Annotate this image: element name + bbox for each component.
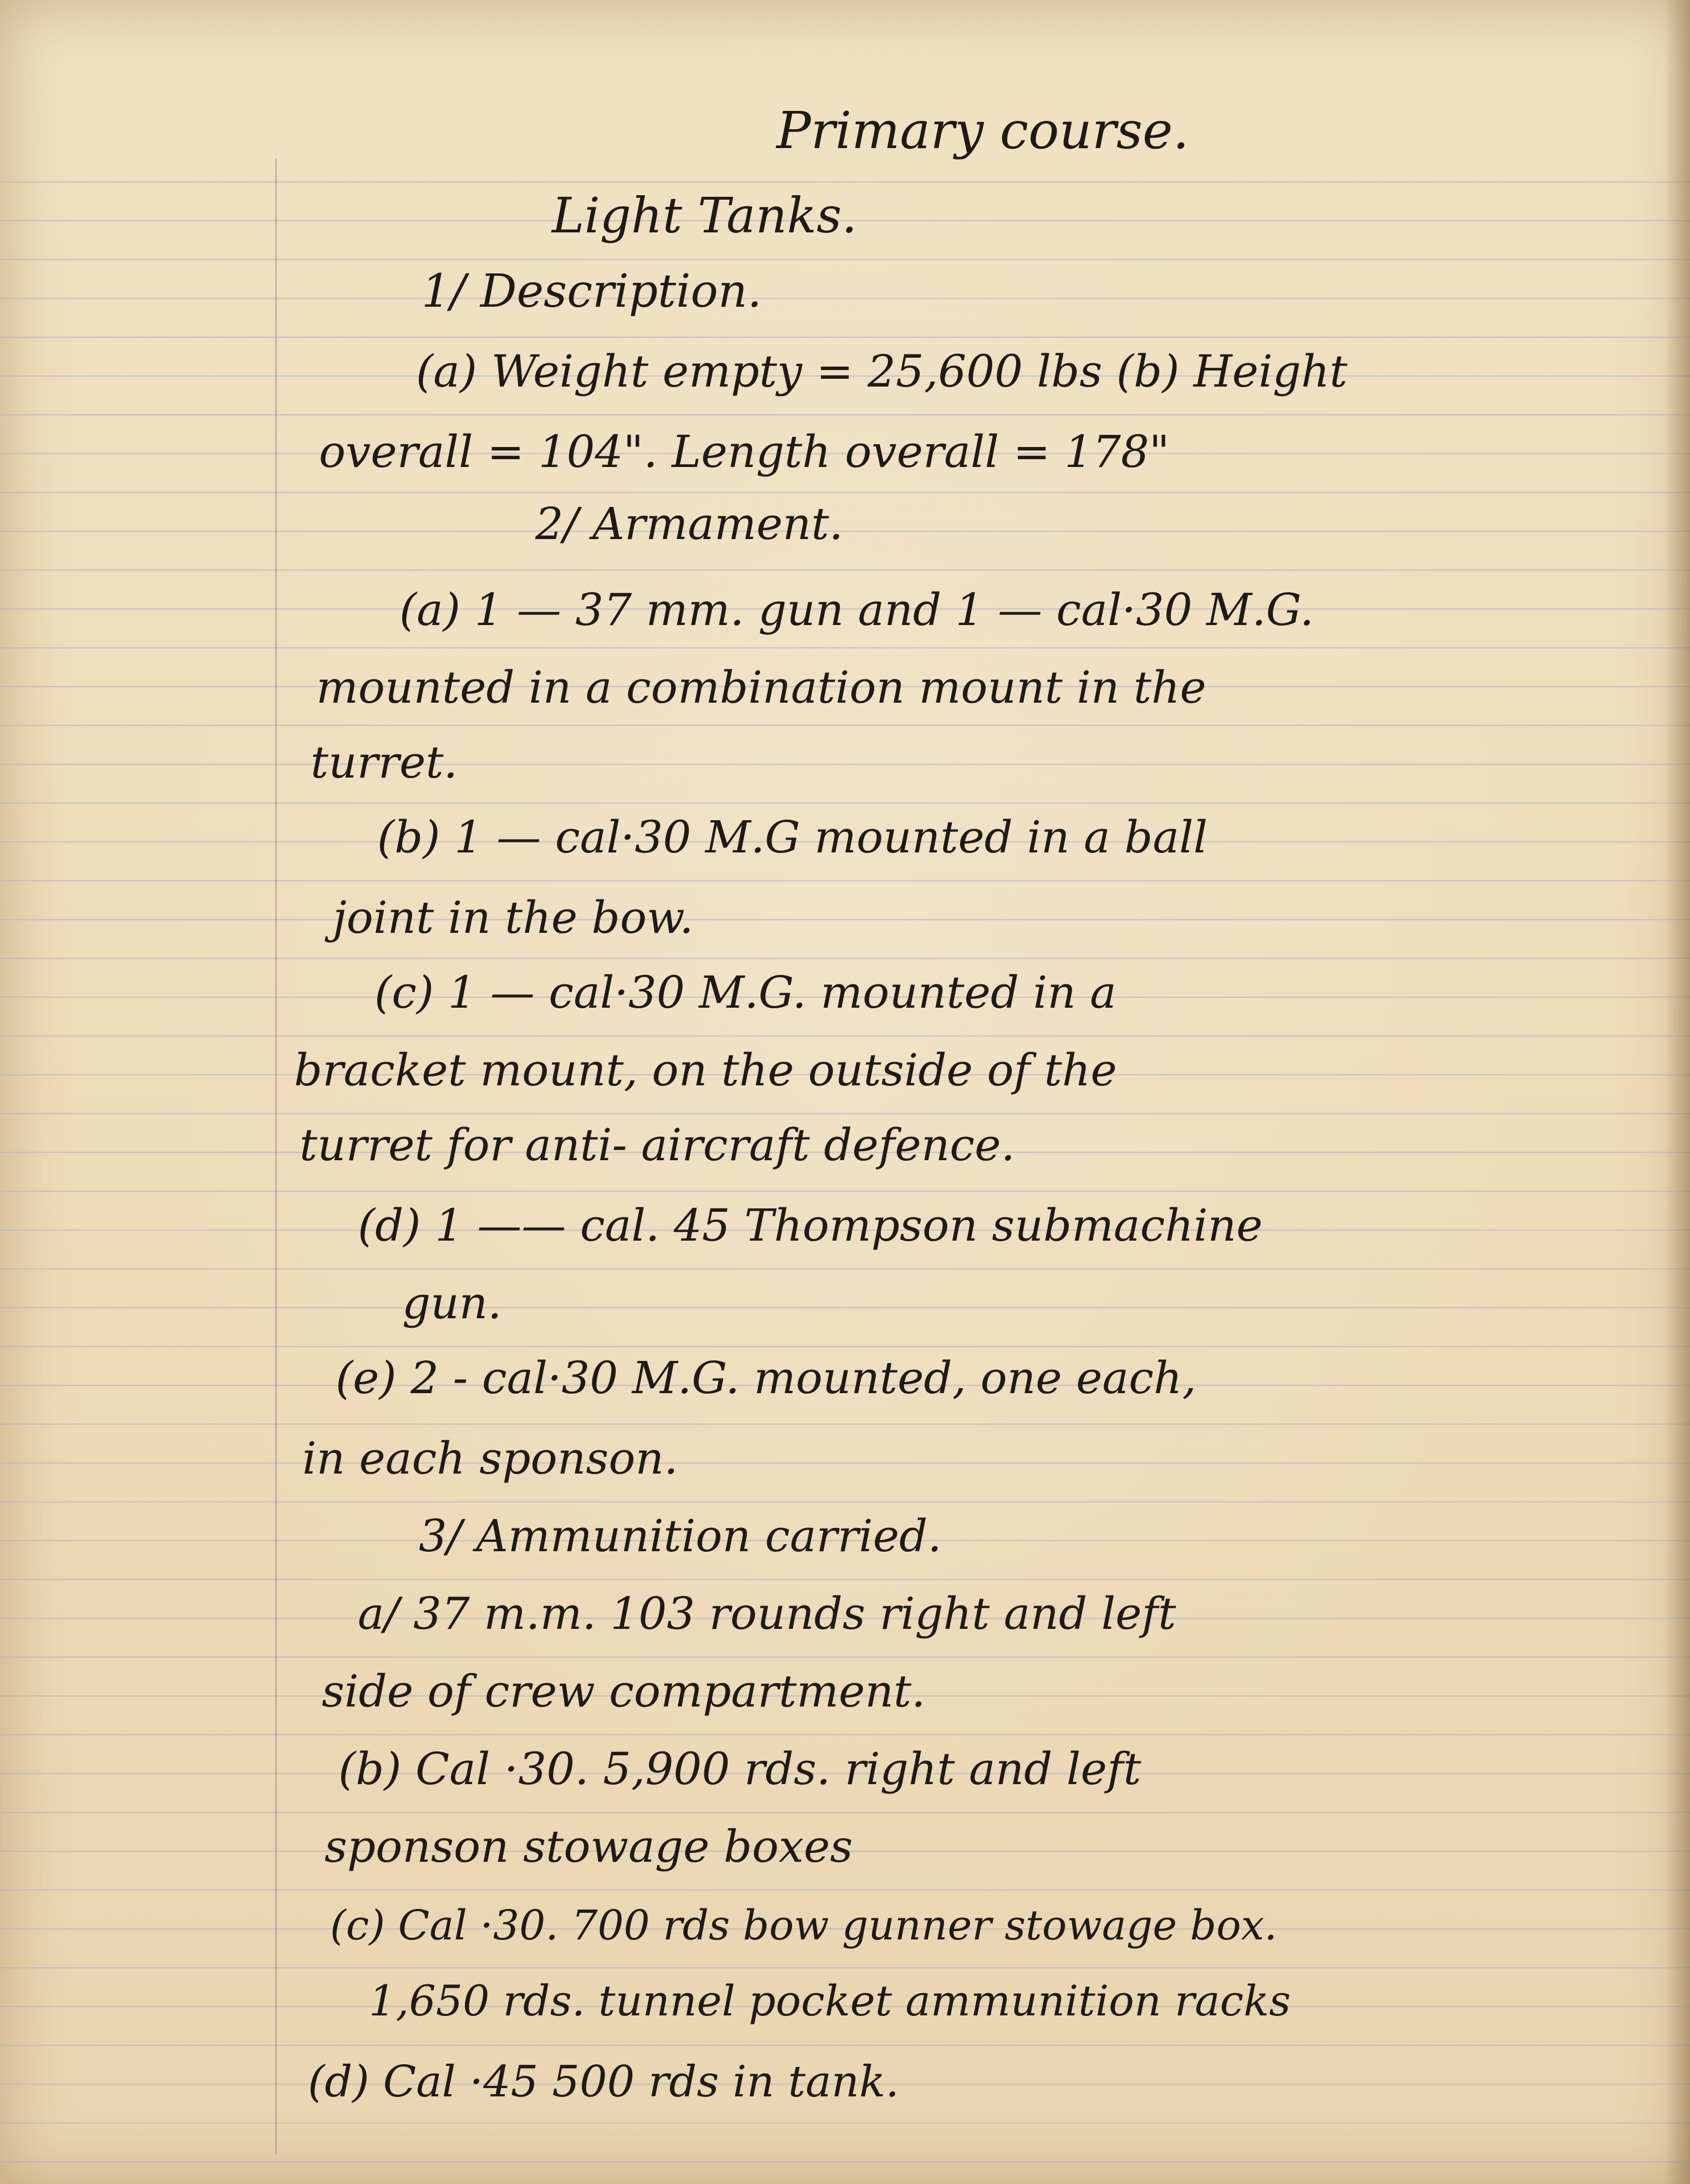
- note-line: bracket mount, on the outside of the: [294, 1044, 1117, 1096]
- note-line: (b) Cal ·30. 5,900 rds. right and left: [338, 1743, 1141, 1795]
- note-line: (a) 1 — 37 mm. gun and 1 — cal·30 M.G.: [399, 584, 1314, 636]
- note-line: joint in the bow.: [333, 892, 694, 943]
- note-line: (e) 2 - cal·30 M.G. mounted, one each,: [336, 1352, 1196, 1404]
- margin-line: [275, 158, 277, 2155]
- note-line: turret.: [311, 737, 458, 788]
- section-subtitle: Light Tanks.: [552, 187, 857, 244]
- course-title: Primary course.: [777, 101, 1189, 160]
- page-edge-shadow: [1664, 0, 1690, 2184]
- note-line: sponson stowage boxes: [324, 1821, 853, 1872]
- note-line: side of crew compartment.: [322, 1665, 926, 1717]
- heading-ammunition: 3/ Ammunition carried.: [419, 1510, 942, 1562]
- note-line: a/ 37 m.m. 103 rounds right and left: [358, 1588, 1176, 1639]
- note-line: in each sponson.: [302, 1433, 678, 1484]
- heading-armament: 2/ Armament.: [535, 498, 844, 550]
- note-line: (c) 1 — cal·30 M.G. mounted in a: [374, 967, 1116, 1018]
- note-line: (d) Cal ·45 500 rds in tank.: [308, 2057, 900, 2107]
- note-line: turret for anti- aircraft defence.: [300, 1119, 1015, 1171]
- note-line: overall = 104". Length overall = 178": [319, 426, 1170, 478]
- note-line: (c) Cal ·30. 700 rds bow gunner stowage box.: [330, 1902, 1277, 1949]
- note-line: 1,650 rds. tunnel pocket ammunition racks: [369, 1976, 1291, 2025]
- note-line: (b) 1 — cal·30 M.G mounted in a ball: [377, 811, 1208, 863]
- note-line: (d) 1 —— cal. 45 Thompson submachine: [358, 1200, 1263, 1251]
- note-line: gun.: [402, 1277, 502, 1329]
- heading-description: 1/ Description.: [422, 265, 762, 318]
- note-line: mounted in a combination mount in the: [316, 662, 1206, 713]
- note-line: (a) Weight empty = 25,600 lbs (b) Height: [416, 346, 1348, 397]
